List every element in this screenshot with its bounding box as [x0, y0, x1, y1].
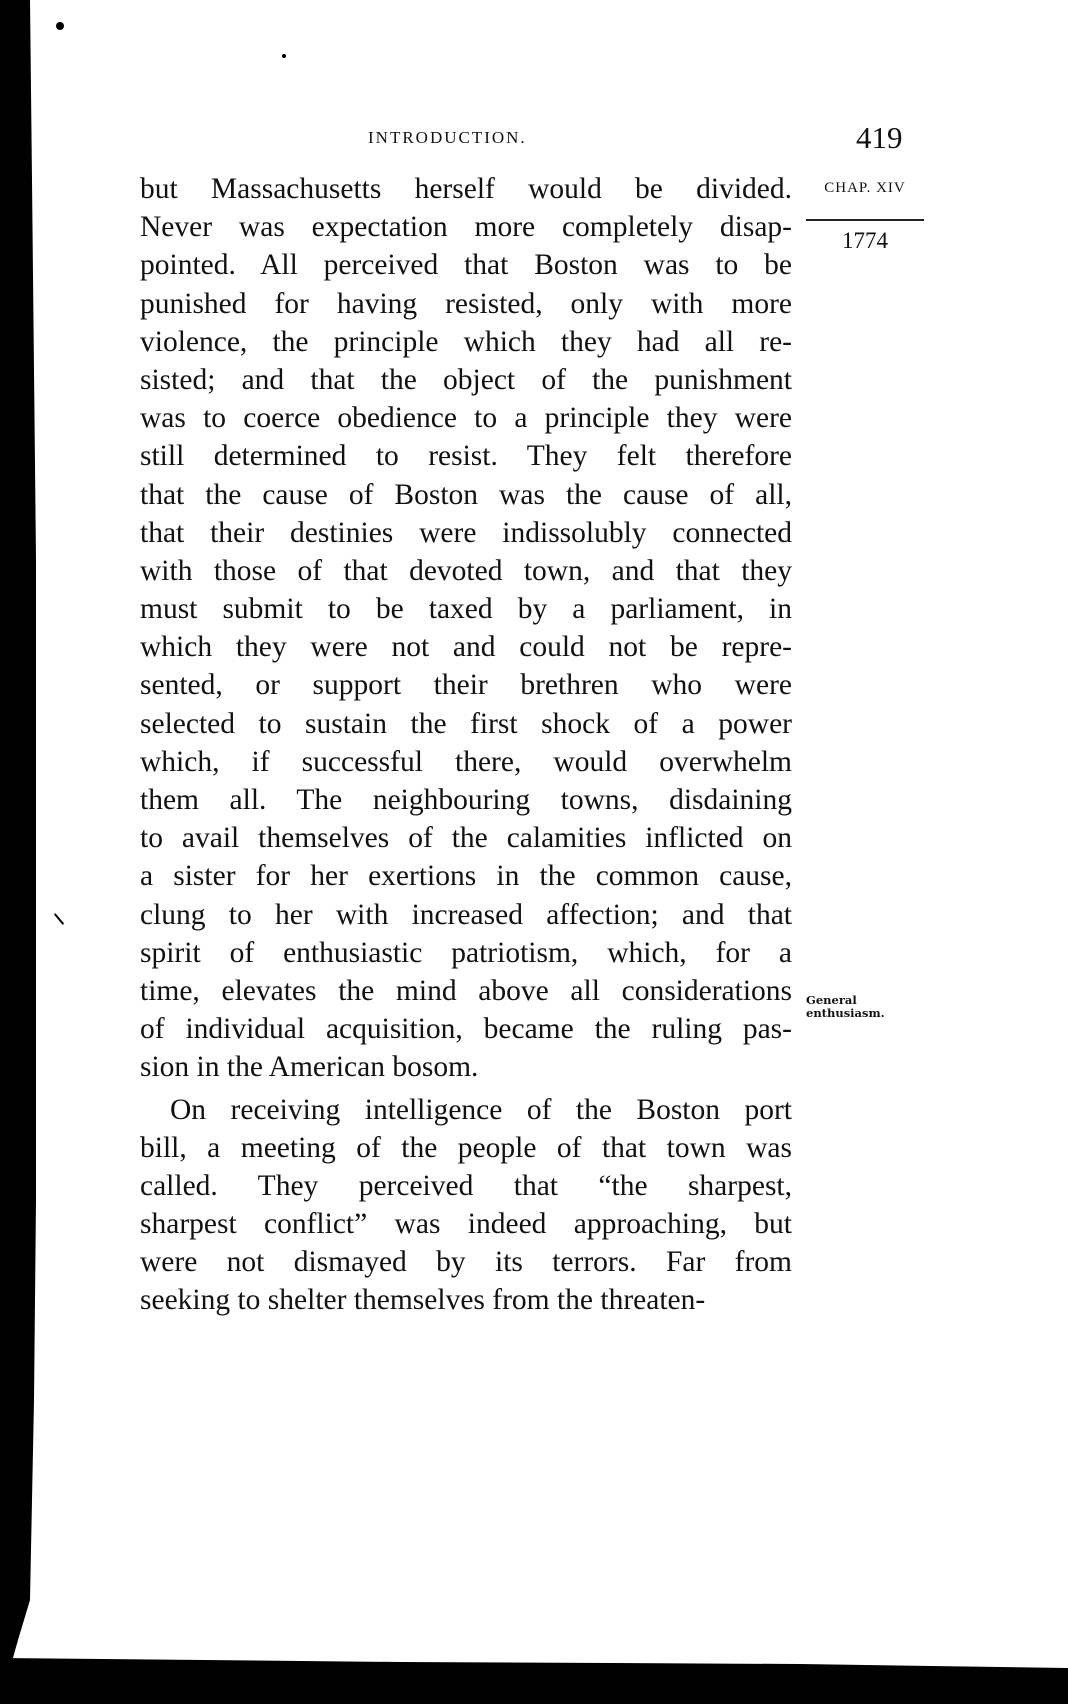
scan-speck — [54, 913, 65, 925]
text-line: sisted; and that the object of the punishment — [140, 363, 792, 396]
margin-chapter-label: CHAP. XIV — [824, 180, 906, 196]
text-line: punished for having resisted, only with more — [140, 287, 792, 320]
text-line: violence, the principle which they had all re- — [140, 325, 792, 358]
text-line: selected to sustain the first shock of a power — [140, 707, 792, 740]
text-line: with those of that devoted town, and that they — [140, 554, 792, 587]
text-line: sion in the American bosom. — [140, 1051, 479, 1084]
text-line: clung to her with increased affection; and that — [140, 898, 792, 931]
margin-rule — [806, 219, 924, 221]
text-line: that their destinies were indissolubly connected — [140, 516, 792, 549]
text-line: was to coerce obedience to a principle they were — [140, 402, 792, 435]
text-line: called. They perceived that “the sharpest, — [140, 1169, 792, 1202]
text-line: which they were not and could not be repre- — [140, 631, 792, 664]
text-line: still determined to resist. They felt therefore — [140, 440, 792, 473]
text-line: which, if successful there, would overwhelm — [140, 745, 792, 778]
scan-edge-bottom — [0, 1656, 1068, 1704]
text-line: a sister for her exertions in the common cause, — [140, 860, 792, 893]
running-header: INTRODUCTION. — [368, 128, 527, 147]
text-line: On receiving intelligence of the Boston port — [170, 1093, 792, 1126]
text-line: but Massachusetts herself would be divided. — [140, 173, 792, 205]
text-line: sented, or support their brethren who were — [140, 669, 792, 702]
text-line: sharpest conflict” was indeed approaching, but — [140, 1208, 792, 1241]
text-line: that the cause of Boston was the cause of all, — [140, 478, 792, 511]
scan-edge-left — [0, 0, 36, 1704]
text-line: bill, a meeting of the people of that town was — [140, 1131, 792, 1164]
page-number: 419 — [856, 120, 903, 155]
text-line: were not dismayed by its terrors. Far from — [140, 1246, 792, 1279]
text-line: pointed. All perceived that Boston was to be — [140, 249, 792, 282]
text-line: time, elevates the mind above all considerations — [140, 974, 792, 1007]
text-line: to avail themselves of the calamities inflicted on — [140, 822, 792, 855]
text-line: spirit of enthusiastic patriotism, which, for a — [140, 936, 792, 969]
margin-note — [806, 994, 885, 1020]
text-line: them all. The neighbouring towns, disdaining — [140, 784, 792, 816]
text-line: of individual acquisition, became the ruling pas- — [140, 1013, 792, 1046]
text-line: must submit to be taxed by a parliament, in — [140, 593, 792, 626]
scan-speck — [56, 22, 64, 30]
text-line: Never was expectation more completely disap- — [140, 211, 792, 244]
text-line: seeking to shelter themselves from the threaten- — [140, 1284, 706, 1317]
margin-note-line: General — [806, 993, 857, 1007]
body-text — [140, 170, 792, 1320]
scan-speck — [282, 54, 286, 58]
paragraph — [140, 1091, 792, 1320]
margin-note-line: enthusiasm. — [806, 1006, 885, 1020]
paragraph — [140, 170, 792, 1087]
margin-year: 1774 — [842, 228, 888, 253]
